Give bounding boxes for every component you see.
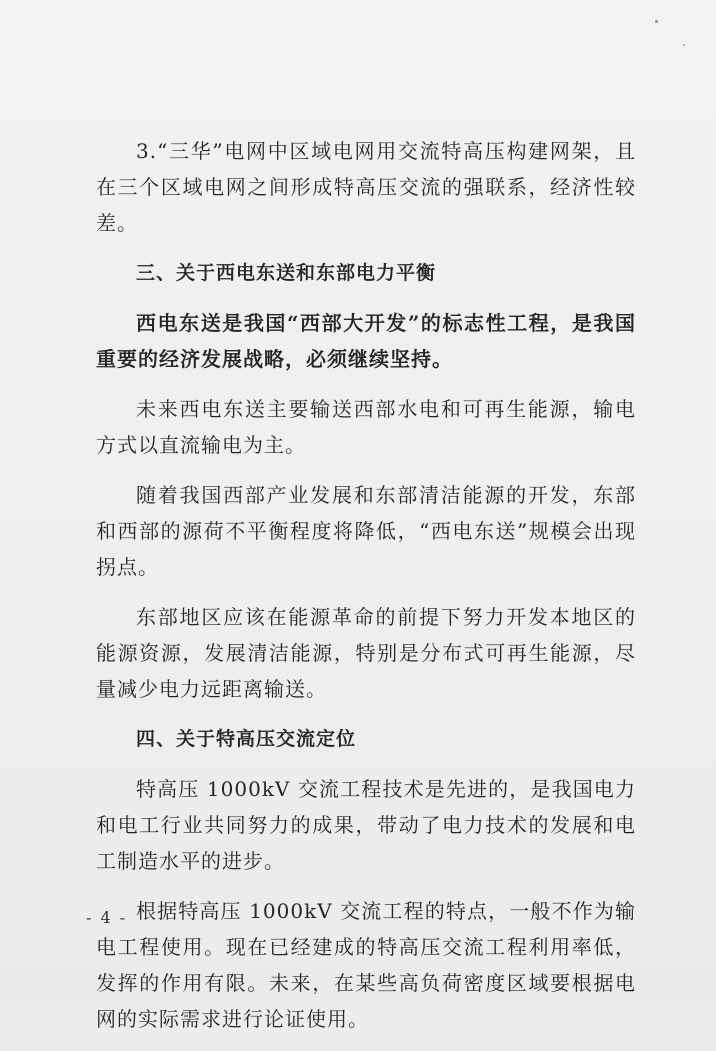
document-body bbox=[96, 133, 636, 1051]
paragraph-9: 根据特高压 1000kV 交流工程的特点，一般不作为输电工程使用。现在已经建成的特高压交流工程利用率低，发挥的作用有限。未来，在某些高负荷密度区域要根据电网的实际需求进行论证使用。 bbox=[96, 899, 636, 1031]
paragraph-4: 未来西电东送主要输送西部水电和可再生能源，输电方式以直流输电为主。 bbox=[96, 397, 636, 457]
paragraph-1: 3.“三华”电网中区域电网用交流特高压构建网架，且在三个区域电网之间形成特高压交流的强联系，经济性较差。 bbox=[96, 139, 636, 235]
section-heading-4: 四、关于特高压交流定位 bbox=[136, 728, 357, 750]
paragraph-8: 特高压 1000kV 交流工程技术是先进的，是我国电力和电工行业共同努力的成果，带动了电力技术的发展和电工制造水平的进步。 bbox=[96, 777, 636, 873]
page-number: - 4 - bbox=[86, 908, 128, 927]
scan-speck bbox=[655, 20, 658, 23]
scan-speck bbox=[683, 44, 685, 46]
paragraph-5: 随着我国西部产业发展和东部清洁能源的开发，东部和西部的源荷不平衡程度将降低，“西电东送”规模会出现拐点。 bbox=[96, 483, 636, 579]
section-heading-3: 三、关于西电东送和东部电力平衡 bbox=[136, 262, 437, 284]
paragraph-bold-statement: 西电东送是我国“西部大开发”的标志性工程，是我国重要的经济发展战略，必须继续坚持。 bbox=[96, 311, 636, 371]
paragraph-6: 东部地区应该在能源革命的前提下努力开发本地区的能源资源，发展清洁能源，特别是分布式可再生能源，尽量减少电力远距离输送。 bbox=[96, 605, 636, 701]
